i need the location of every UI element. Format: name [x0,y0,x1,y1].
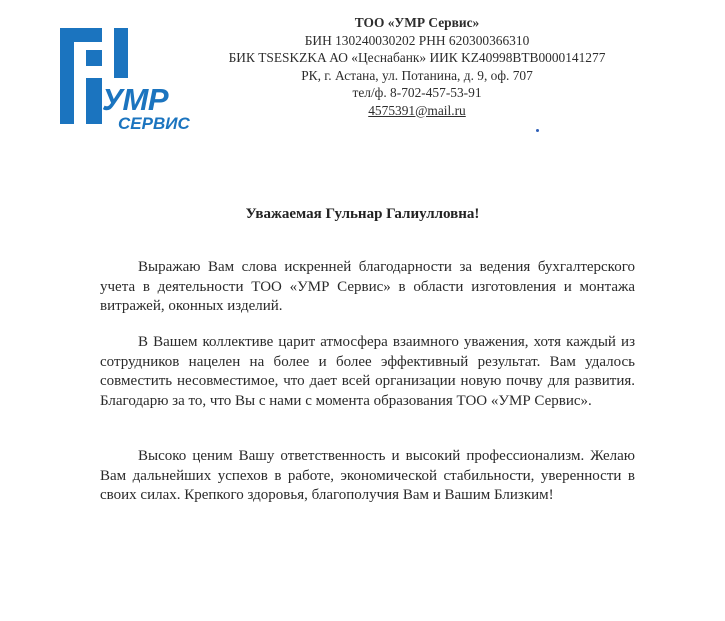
logo-text-servis: СЕРВИС [118,114,190,133]
paragraph-text: Высоко ценим Вашу ответственность и высокий профессионализм. Желаю Вам дальнейших успехов в работе, экономической стабильности, уверенности в своих силах. Крепкого здоровья, благополучия Вам и Вашим Близким! [100,448,635,503]
paragraph-text: В Вашем коллективе царит атмосфера взаимного уважения, хотя каждый из сотрудников нацелен на более и более эффективный результат. Вам удалось совместить несовместимое, что дает всей организации новую почву для развития. Благодарю за то, что Вы с нами с момента образования ТОО «УМР Сервис». [100,334,635,409]
ink-dot [536,129,539,132]
letter-greeting: Уважаемая Гульнар Галиулловна! [245,206,480,222]
company-address: РК, г. Астана, ул. Потанина, д. 9, оф. 707 [301,67,533,83]
letter-paragraph-1 [100,258,635,317]
paragraph-text: Выражаю Вам слова искренней благодарности за ведения бухгалтерского учета в деятельности ТОО «УМР Сервис» в области изготовления и монтажа витражей, оконных изделий. [100,259,635,314]
company-phone: тел/ф. 8-702-457-53-91 [352,85,482,100]
letter-paragraph-2 [100,333,635,411]
company-logo [60,28,220,138]
letter-paragraph-3 [100,447,635,506]
company-bin: БИН 130240030202 РНН 620300366310 [304,32,530,48]
company-bank: БИК TSESKZKA АО «Цеснабанк» ИИК KZ40998BTB0000141277 [228,50,606,65]
company-email[interactable]: 4575391@mail.ru [368,102,466,118]
letterhead [222,14,612,119]
company-name: ТОО «УМР Сервис» [354,15,480,30]
logo-text-ump: УМР [102,82,168,117]
